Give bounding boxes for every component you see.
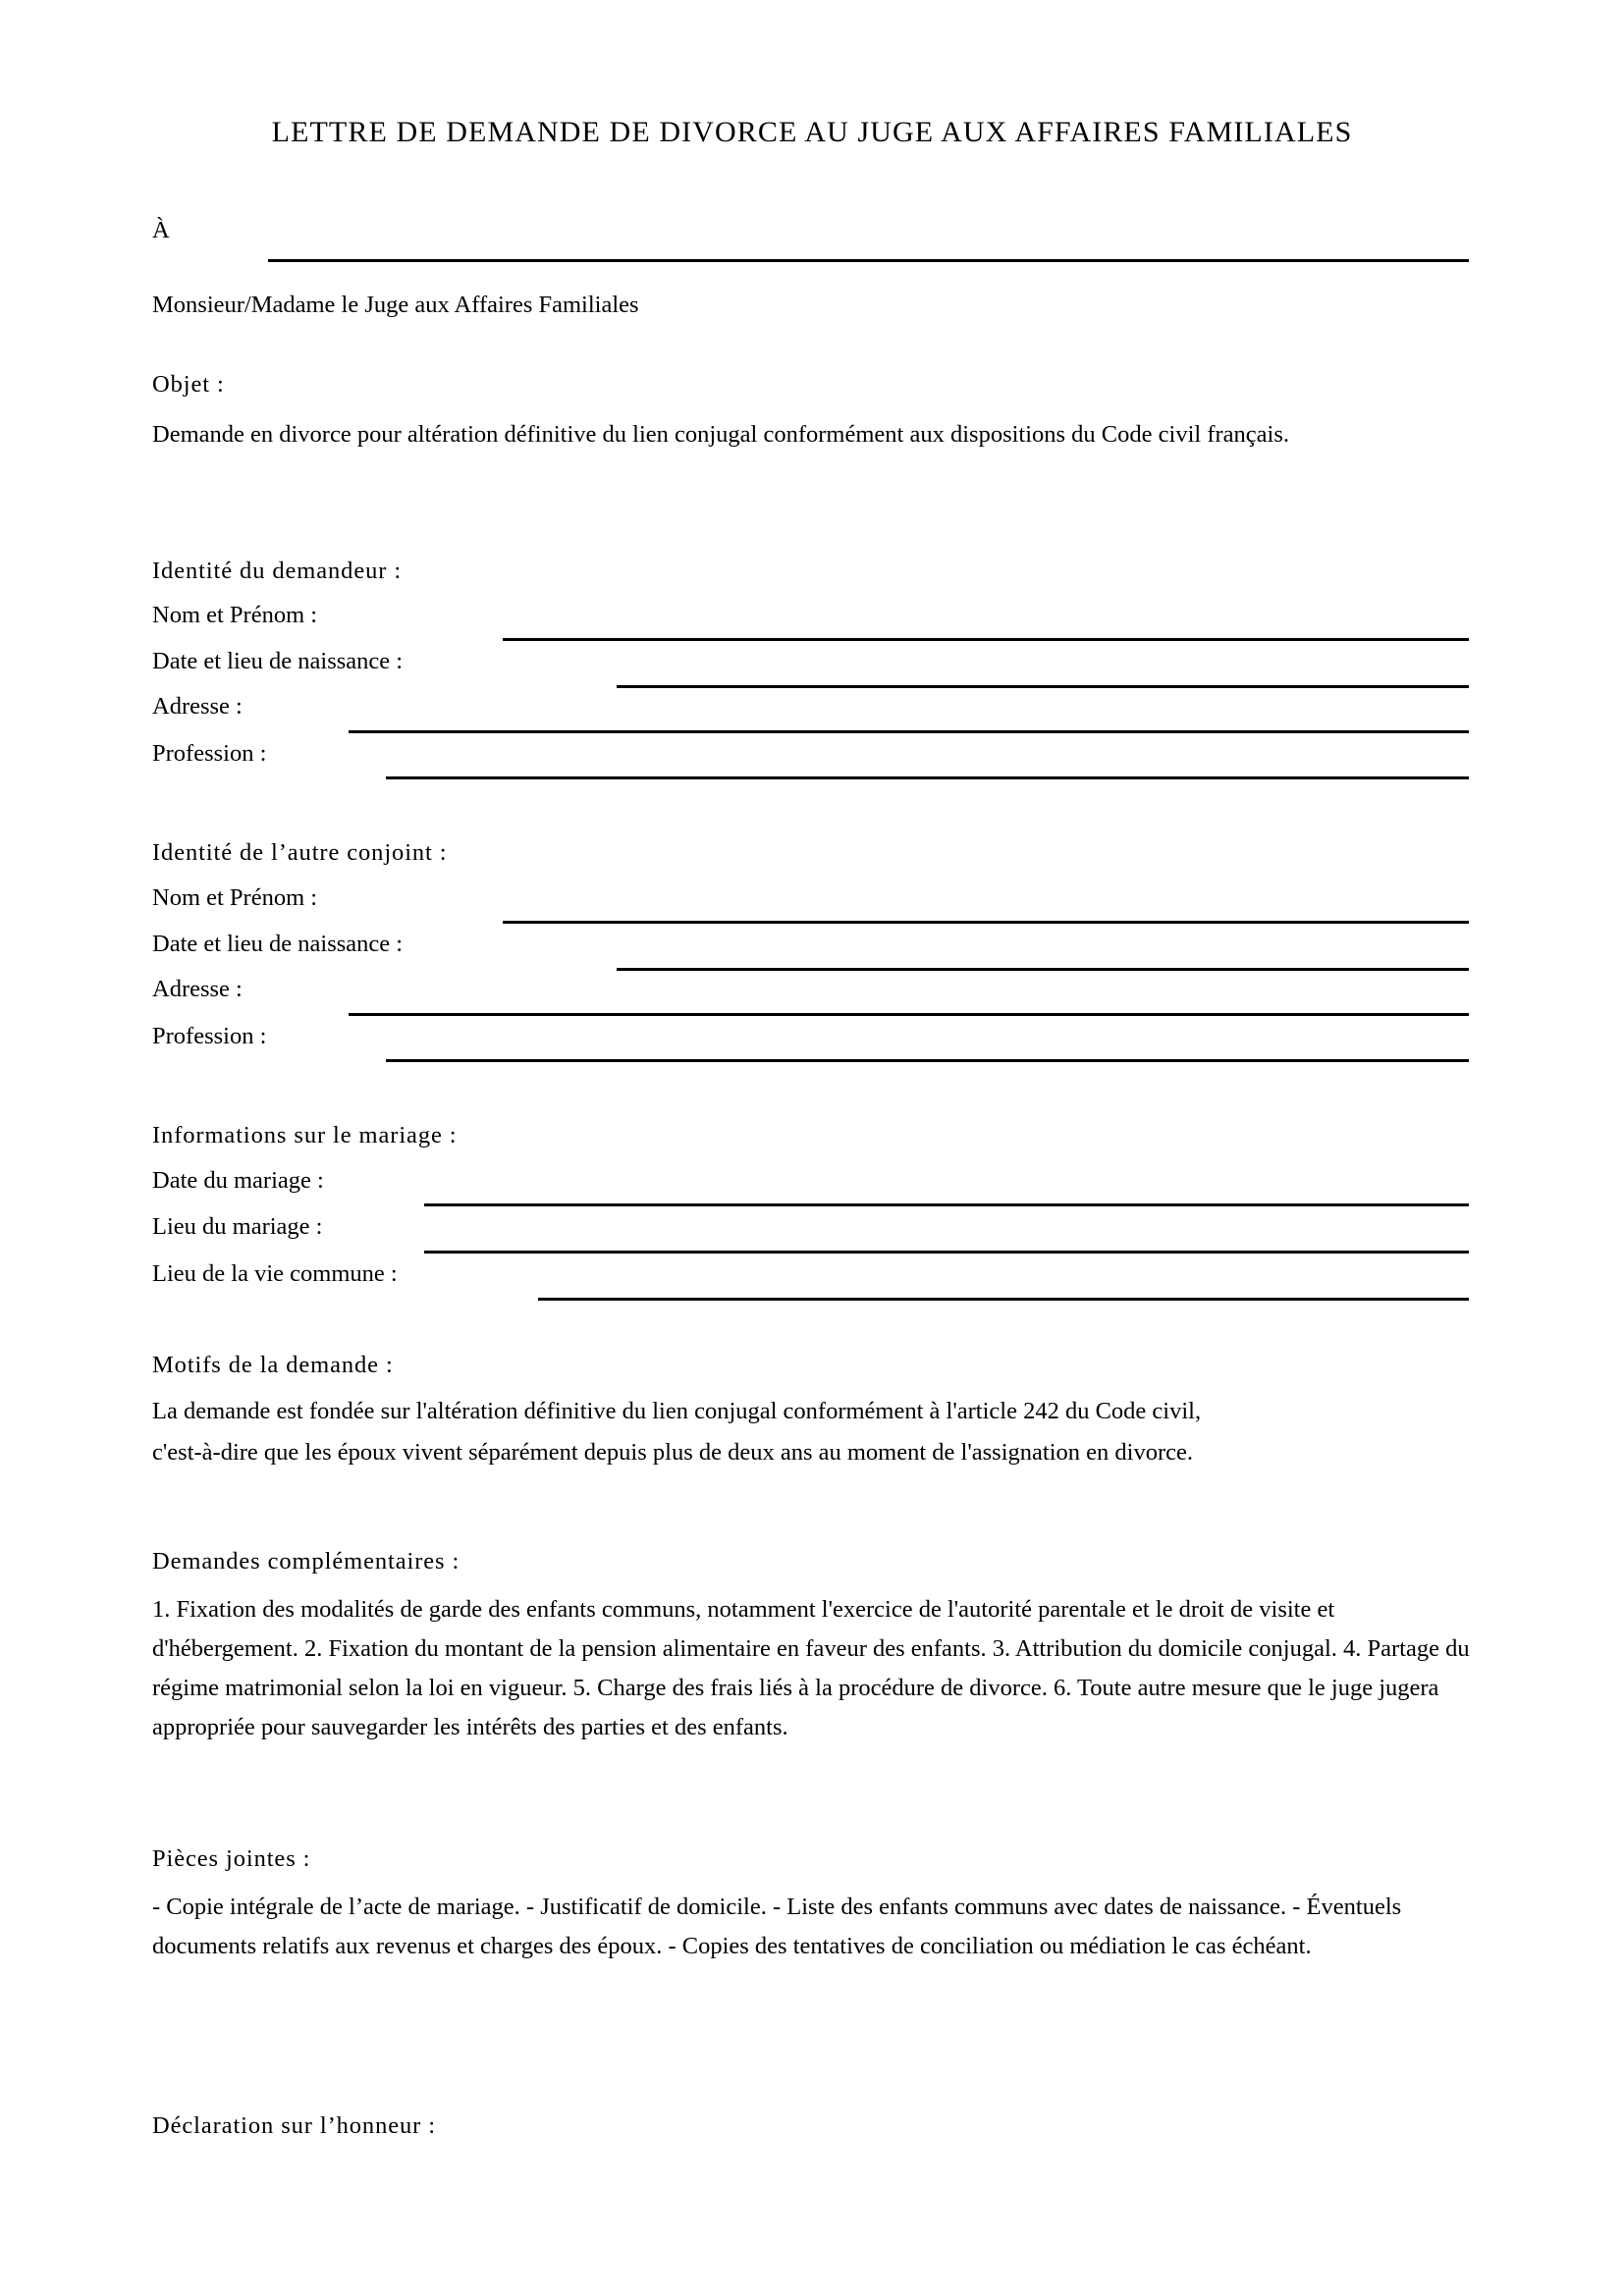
field-line-demandeur-profession[interactable] [386,776,1469,779]
field-line-lieu-vie-commune[interactable] [538,1298,1469,1301]
field-line-conjoint-nom-prenom[interactable] [503,921,1469,924]
field-label-demandeur-adresse: Adresse : [152,693,243,720]
field-line-demandeur-nom-prenom[interactable] [503,638,1469,641]
pieces-jointes-text: - Copie intégrale de l’acte de mariage. - Justificatif de domicile. - Liste des enfants communs avec dates de naissance. - Éventuels documents relatifs aux revenus et charges des époux. - Copies des tentatives de conciliation ou médiation le cas échéant. [152,1894,1402,1959]
field-label-lieu-mariage: Lieu du mariage : [152,1213,323,1240]
section-heading-identite-conjoint: Identité de l’autre conjoint : [152,839,448,866]
motifs-line-2: c'est-à-dire que les époux vivent séparément depuis plus de deux ans au moment de l'assignation en divorce. [152,1439,1193,1466]
objet-text: Demande en divorce pour altération définitive du lien conjugal conformément aux dispositions du Code civil français. [152,421,1289,448]
section-heading-identite-demandeur: Identité du demandeur : [152,558,403,584]
recipient-line: Monsieur/Madame le Juge aux Affaires Familiales [152,292,639,318]
field-line-lieu-mariage[interactable] [424,1251,1469,1254]
field-label-conjoint-profession: Profession : [152,1023,267,1049]
field-line-conjoint-naissance[interactable] [617,968,1469,971]
addressee-label: À [152,217,170,243]
page-title: LETTRE DE DEMANDE DE DIVORCE AU JUGE AUX AFFAIRES FAMILIALES [271,116,1353,148]
field-label-conjoint-naissance: Date et lieu de naissance : [152,931,404,957]
section-heading-motifs: Motifs de la demande : [152,1352,394,1378]
field-line-conjoint-profession[interactable] [386,1059,1469,1062]
demandes-complementaires-text: 1. Fixation des modalités de garde des enfants communs, notamment l'exercice de l'autorité parentale et le droit de visite et d'hébergement. 2. Fixation du montant de la pension alimentaire en faveur des enfants. 3. Attribution du domicile conjugal. 4. Partage du régime matrimonial selon la loi en vigueur. 5. Charge des frais liés à la procédure de divorce. 6. Toute autre mesure que le juge jugera appropriée pour sauvegarder les intérêts des parties et des enfants. [152,1596,1470,1740]
field-label-demandeur-profession: Profession : [152,740,267,767]
section-heading-pieces-jointes: Pièces jointes : [152,1845,311,1872]
field-line-date-mariage[interactable] [424,1203,1469,1206]
field-line-conjoint-adresse[interactable] [349,1013,1469,1016]
section-heading-informations-mariage: Informations sur le mariage : [152,1122,458,1148]
field-label-demandeur-nom-prenom: Nom et Prénom : [152,602,318,628]
field-line-demandeur-naissance[interactable] [617,685,1469,688]
field-line-demandeur-adresse[interactable] [349,730,1469,733]
objet-heading: Objet : [152,371,225,398]
motifs-line-1: La demande est fondée sur l'altération définitive du lien conjugal conformément à l'article 242 du Code civil, [152,1398,1202,1424]
addressee-fill-line[interactable] [268,259,1469,262]
field-label-date-mariage: Date du mariage : [152,1167,324,1194]
field-label-conjoint-adresse: Adresse : [152,976,243,1002]
section-heading-declaration-honneur: Déclaration sur l’honneur : [152,2112,436,2139]
section-heading-demandes-complementaires: Demandes complémentaires : [152,1548,460,1575]
field-label-lieu-vie-commune: Lieu de la vie commune : [152,1260,398,1287]
field-label-conjoint-nom-prenom: Nom et Prénom : [152,884,318,911]
field-label-demandeur-naissance: Date et lieu de naissance : [152,648,404,674]
